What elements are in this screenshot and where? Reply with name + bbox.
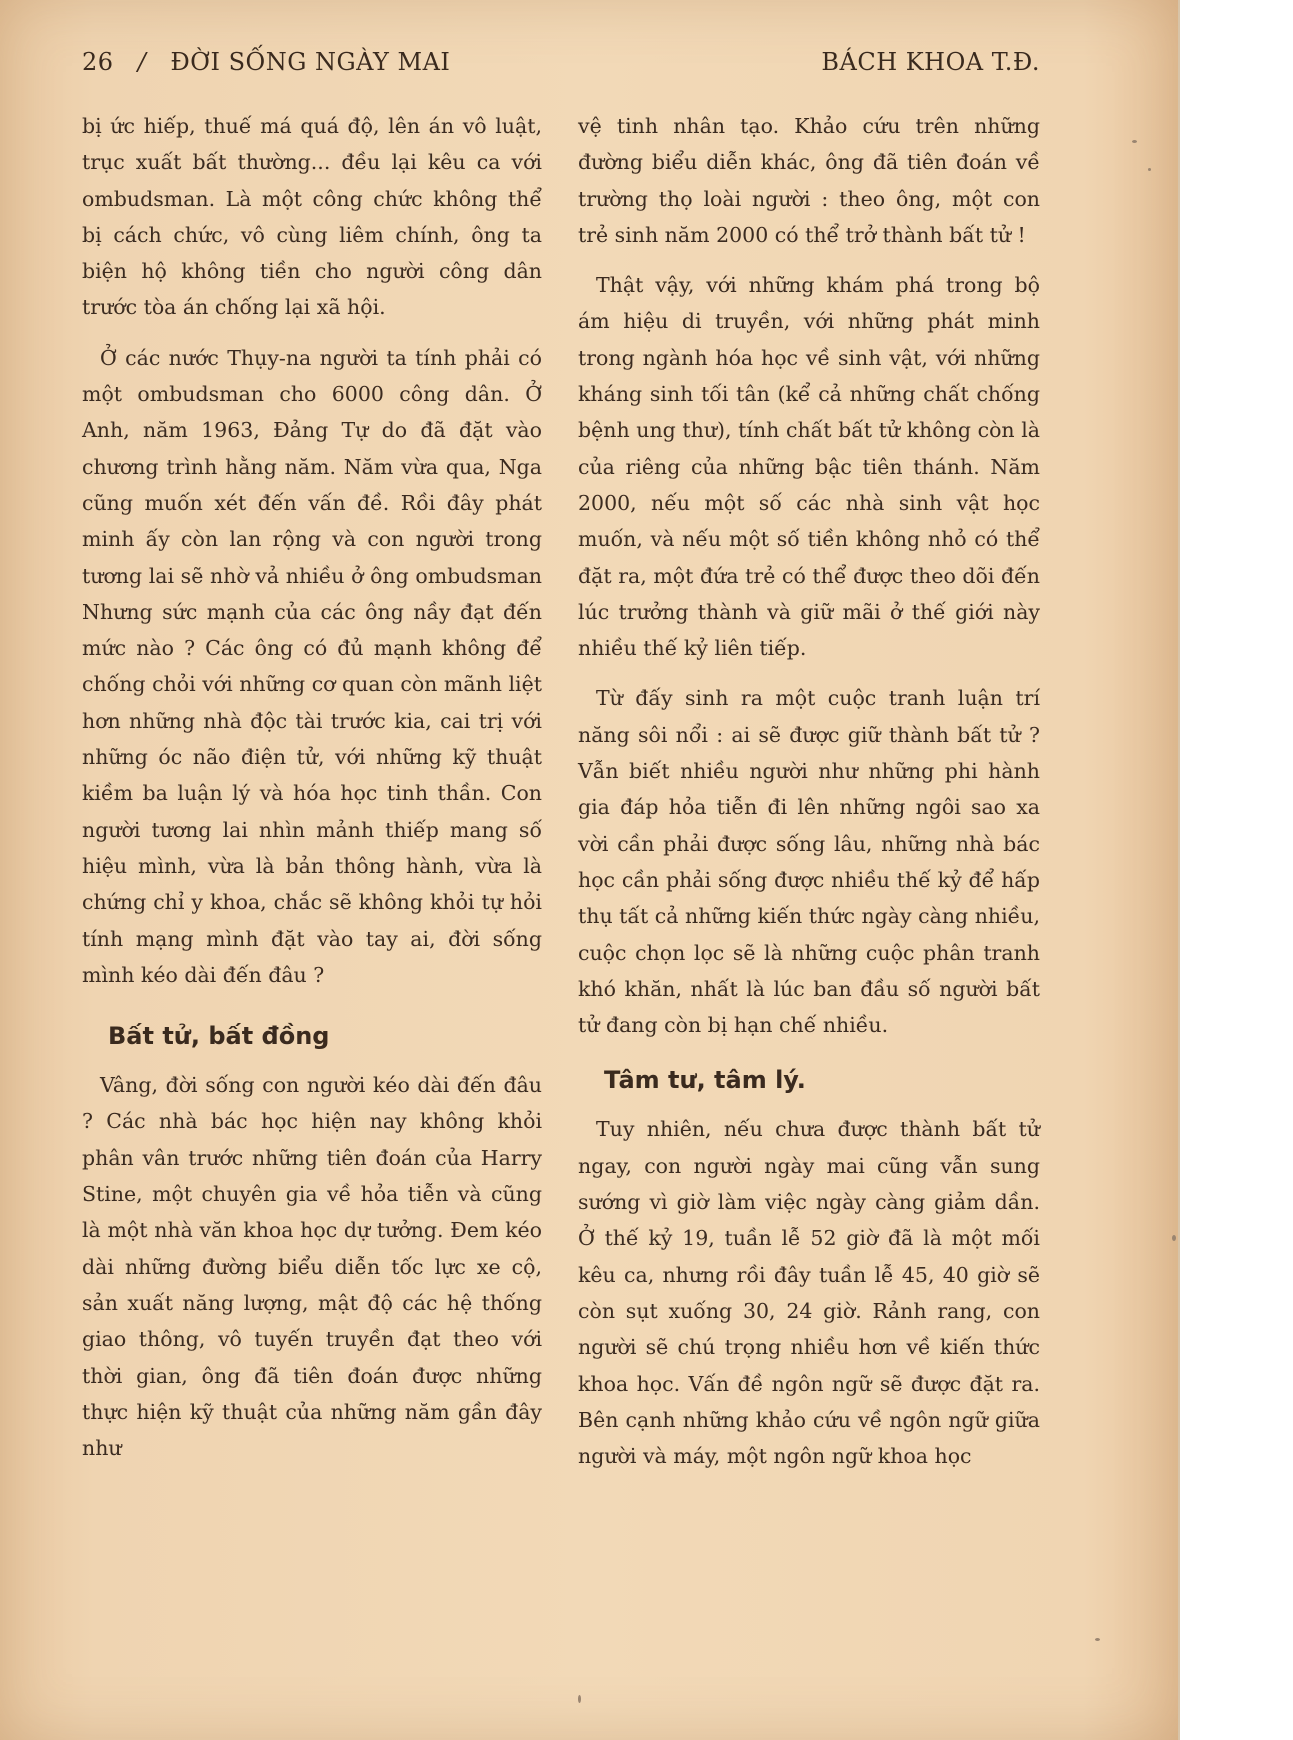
paragraph: bị ức hiếp, thuế má quá độ, lên án vô luật, trục xuất bất thường... đều lại kêu ca với ombudsman. Là một công chức không thể bị cách chức, vô cùng liêm chính, ông ta biện hộ không tiền cho người công dân trước tòa án chống lại xã hội.	[82, 114, 542, 320]
section-heading: Bất tử, bất đồng	[108, 1022, 330, 1051]
paper-speck	[1148, 168, 1151, 171]
right-column	[578, 108, 1040, 1488]
page-edge	[1178, 0, 1180, 1740]
paper-speck	[1172, 1235, 1176, 1241]
left-column	[82, 108, 542, 1480]
paragraph: Từ đấy sinh ra một cuộc tranh luận trí năng sôi nổi : ai sẽ được giữ thành bất tử ? Vẫn biết nhiều người như những phi hành gia đáp hỏa tiễn đi lên những ngôi sao xa vời cần phải được sống lâu, những nhà bác học cần phải sống được nhiều thế kỷ để hấp thụ tất cả những kiến thức ngày càng nhiều, cuộc chọn lọc sẽ là những cuộc phân tranh khó khăn, nhất là lúc ban đầu số người bất tử đang còn bị hạn chế nhiều.	[578, 686, 1040, 1038]
paragraph: Thật vậy, với những khám phá trong bộ ám hiệu di truyền, với những phát minh trong ngành hóa học về sinh vật, với những kháng sinh tối tân (kể cả những chất chống bệnh ung thư), tính chất bất tử không còn là của riêng của những bậc tiên thánh. Năm 2000, nếu một số các nhà sinh vật học muốn, và nếu một số tiền không nhỏ có thể đặt ra, một đứa trẻ có thể được theo dõi đến lúc trưởng thành và giữ mãi ở thế giới này nhiều thế kỷ liên tiếp.	[578, 273, 1040, 661]
section-heading: Tâm tư, tâm lý.	[604, 1066, 806, 1095]
paragraph: vệ tinh nhân tạo. Khảo cứu trên những đường biểu diễn khác, ông đã tiên đoán về trường thọ loài người : theo ông, một con trẻ sinh năm 2000 có thể trở thành bất tử !	[578, 114, 1040, 247]
section-title: ĐỜI SỐNG NGÀY MAI	[170, 48, 451, 76]
page-number: 26	[82, 48, 114, 76]
header-separator: /	[137, 48, 147, 76]
header-left	[82, 48, 450, 76]
paper-speck	[1095, 1638, 1100, 1641]
publication-name: BÁCH KHOA T.Đ.	[821, 48, 1040, 76]
page-header	[82, 40, 1040, 82]
paper-speck	[1132, 140, 1137, 143]
paragraph: Ở các nước Thụy-na người ta tính phải có một ombudsman cho 6000 công dân. Ở Anh, năm 1963, Đảng Tự do đã đặt vào chương trình hằng năm. Năm vừa qua, Nga cũng muốn xét đến vấn đề. Rồi đây phát minh ấy còn lan rộng và con người trong tương lai sẽ nhờ vả nhiều ở ông ombudsman Nhưng sức mạnh của các ông nầy đạt đến mức nào ? Các ông có đủ mạnh không để chống chỏi với những cơ quan còn mãnh liệt hơn những nhà độc tài trước kia, cai trị với những óc não điện tử, với những kỹ thuật kiềm ba luận lý và hóa học tinh thần. Con người tương lai nhìn mảnh thiếp mang số hiệu mình, vừa là bản thông hành, vừa là chứng chỉ y khoa, chắc sẽ không khỏi tự hỏi tính mạng mình đặt vào tay ai, đời sống mình kéo dài đến đâu ?	[82, 345, 542, 987]
paragraph: Vâng, đời sống con người kéo dài đến đâu ? Các nhà bác học hiện nay không khỏi phân vân trước những tiên đoán của Harry Stine, một chuyên gia về hỏa tiễn và cũng là một nhà văn khoa học dự tưởng. Đem kéo dài những đường biểu diễn tốc lực xe cộ, sản xuất năng lượng, mật độ các hệ thống giao thông, vô tuyến truyền đạt theo với thời gian, ông đã tiên đoán được những thực hiện kỹ thuật của những năm gần đây như	[82, 1073, 542, 1461]
paper-speck	[578, 1695, 581, 1703]
paragraph: Tuy nhiên, nếu chưa được thành bất tử ngay, con người ngày mai cũng vẫn sung sướng vì giờ làm việc ngày càng giảm dần. Ở thế kỷ 19, tuần lễ 52 giờ đã là một mối kêu ca, nhưng rồi đây tuần lễ 45, 40 giờ sẽ còn sụt xuống 30, 24 giờ. Rảnh rang, con người sẽ chú trọng nhiều hơn về kiến thức khoa học. Vấn đề ngôn ngữ sẽ được đặt ra. Bên cạnh những khảo cứu về ngôn ngữ giữa người và máy, một ngôn ngữ khoa học	[578, 1117, 1040, 1469]
